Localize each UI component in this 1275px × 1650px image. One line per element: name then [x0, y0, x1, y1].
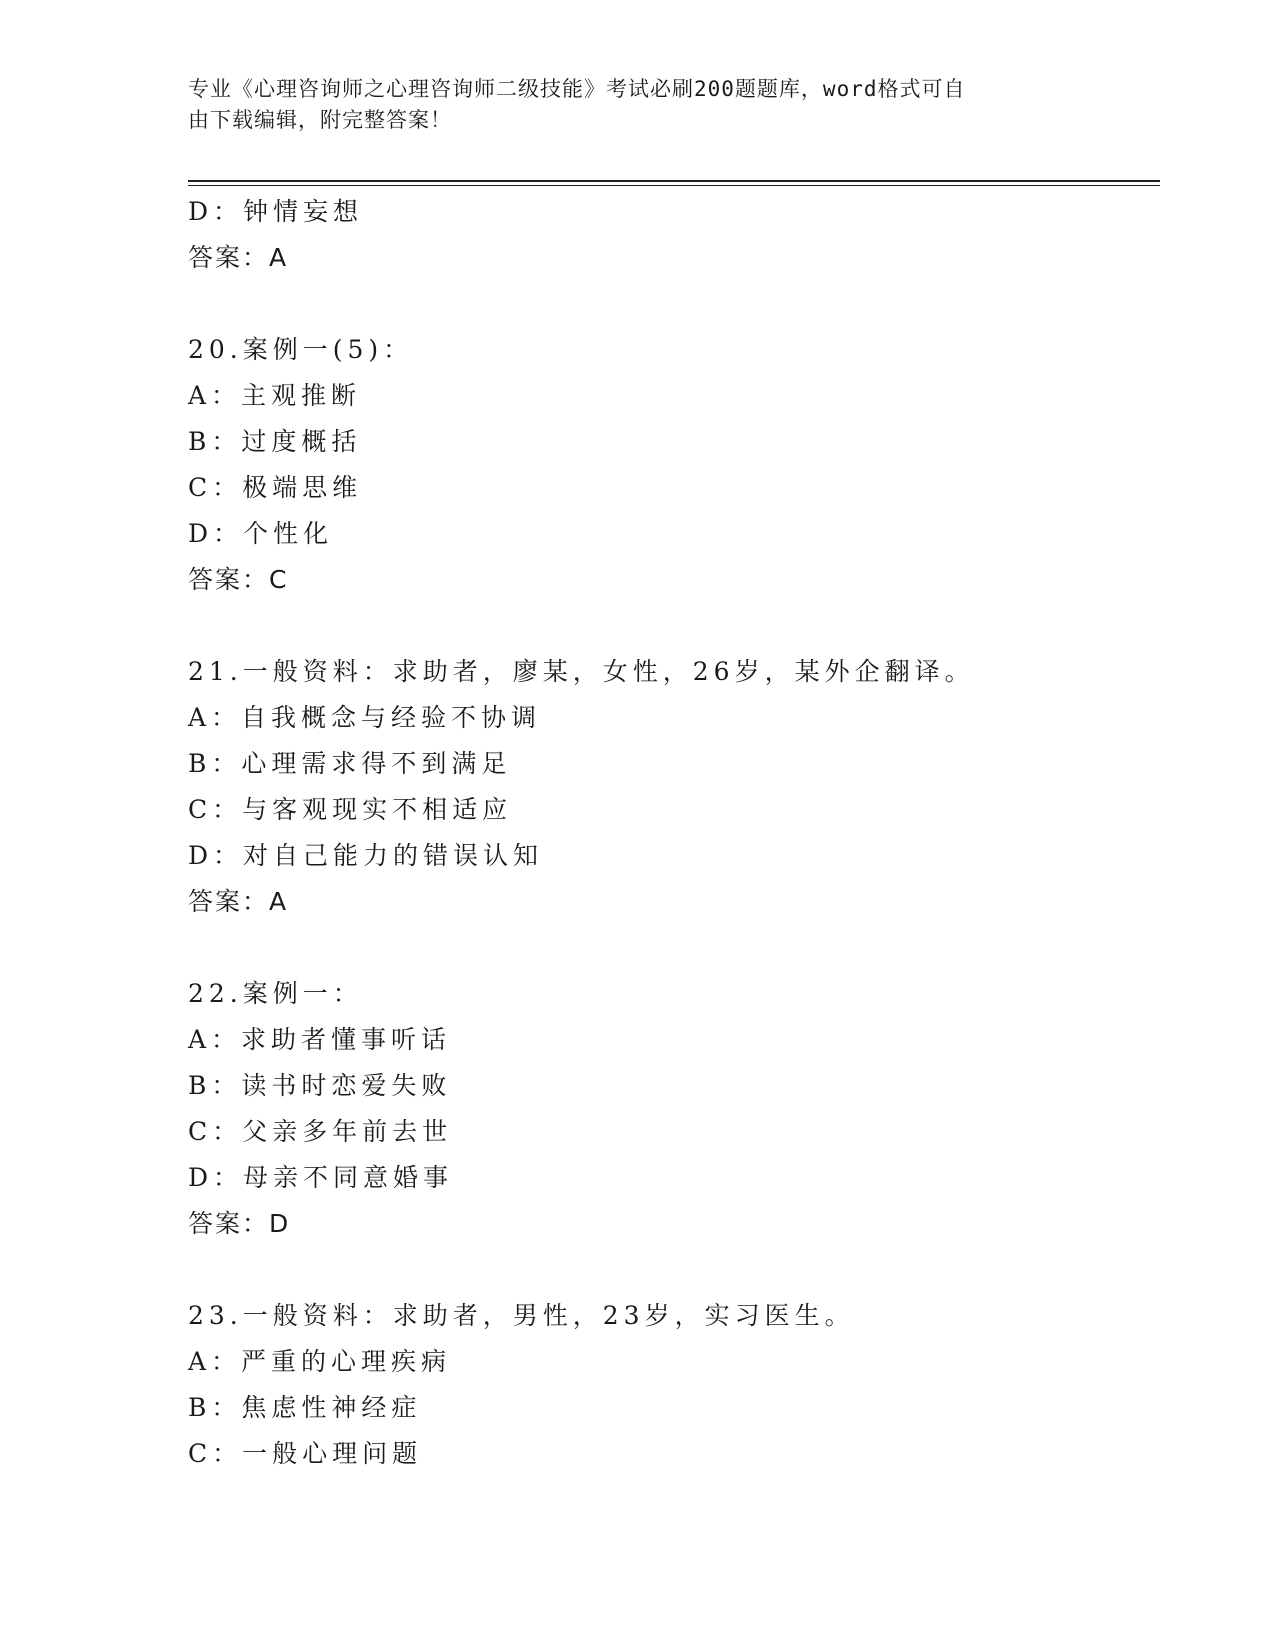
option-a: A：自我概念与经验不协调	[188, 703, 542, 732]
header-divider-thick	[188, 180, 1160, 182]
question-22	[188, 971, 1160, 1247]
question-list	[188, 189, 1160, 1477]
question-23	[188, 1293, 1160, 1477]
option-d: D：个性化	[188, 519, 334, 548]
question-title: 20.案例一(5)：	[188, 335, 414, 364]
prev-option-d: D：钟情妄想	[188, 197, 364, 226]
option-c: C：极端思维	[188, 473, 363, 502]
option-b: B：心理需求得不到满足	[188, 749, 512, 778]
prev-answer: 答案：A	[188, 243, 289, 272]
question-title: 23.一般资料：求助者，男性，23岁，实习医生。	[188, 1301, 855, 1330]
question-title: 22.案例一：	[188, 979, 363, 1008]
option-b: B：过度概括	[188, 427, 362, 456]
answer: 答案：A	[188, 887, 289, 916]
option-c: C：一般心理问题	[188, 1439, 423, 1468]
option-a: A：严重的心理疾病	[188, 1347, 452, 1376]
question-21	[188, 649, 1160, 925]
header-line-1: 专业《心理咨询师之心理咨询师二级技能》考试必刷200题题库，word格式可自	[188, 77, 966, 101]
option-a: A：求助者懂事听话	[188, 1025, 452, 1054]
option-d: D：对自己能力的错误认知	[188, 841, 544, 870]
option-a: A：主观推断	[188, 381, 362, 410]
document-header	[188, 74, 1068, 136]
question-title: 21.一般资料：求助者，廖某，女性，26岁，某外企翻译。	[188, 657, 975, 686]
answer: 答案：D	[188, 1209, 291, 1238]
spacer	[188, 281, 1160, 327]
spacer	[188, 1247, 1160, 1293]
spacer	[188, 603, 1160, 649]
option-b: B：读书时恋爱失败	[188, 1071, 452, 1100]
spacer	[188, 925, 1160, 971]
option-c: C：与客观现实不相适应	[188, 795, 513, 824]
header-line-2: 由下载编辑，附完整答案！	[188, 108, 452, 132]
question-20	[188, 327, 1160, 603]
option-d: D：母亲不同意婚事	[188, 1163, 454, 1192]
answer: 答案：C	[188, 565, 289, 594]
header-divider-thin	[188, 185, 1160, 186]
option-c: C：父亲多年前去世	[188, 1117, 453, 1146]
option-b: B：焦虑性神经症	[188, 1393, 422, 1422]
